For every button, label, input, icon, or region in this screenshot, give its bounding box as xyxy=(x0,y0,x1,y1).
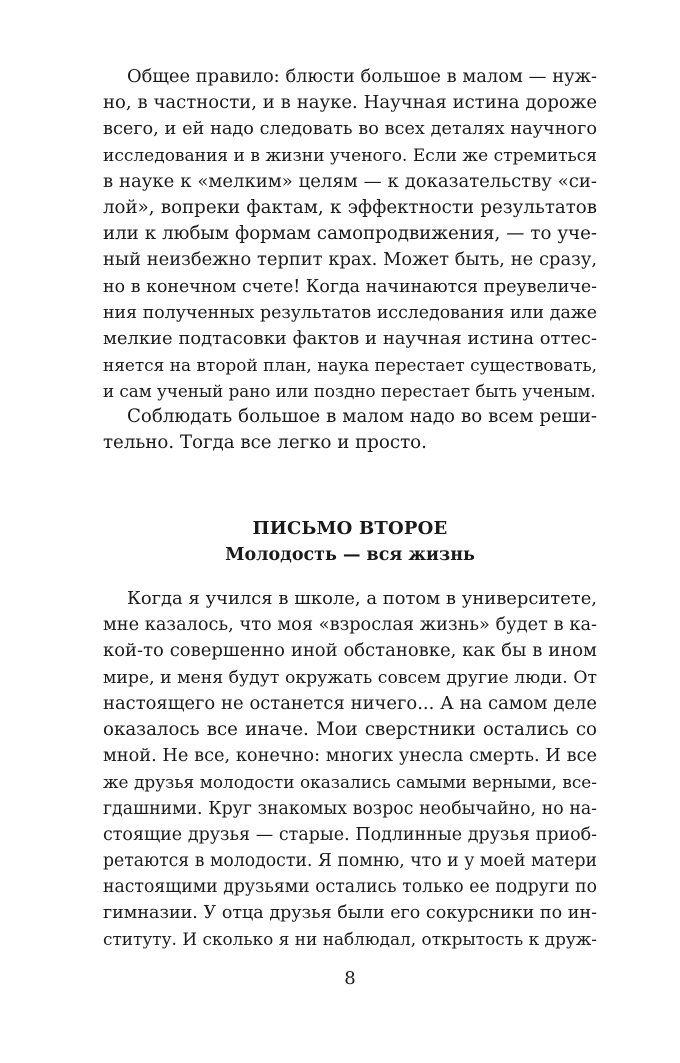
paragraph-line: ния полученных результатов исследования или даже xyxy=(103,302,597,323)
paragraph-line: мелкие подтасовки фактов и научная истина оттес- xyxy=(103,327,597,349)
paragraph-line: мире, и меня будут окружать совсем другие люди. От xyxy=(103,667,597,688)
paragraph-line: гдашними. Круг знакомых возрос необычайно, но на- xyxy=(103,798,597,819)
paragraph-3 xyxy=(103,586,597,953)
paragraph-line: или к любым формам самопродвижения, — то уче- xyxy=(103,223,597,245)
paragraph-line: настоящими друзьями остались только ее подруги по xyxy=(103,877,597,898)
paragraph-2 xyxy=(103,404,597,456)
page-number: 8 xyxy=(344,968,356,989)
paragraph-line: в науке к «мелким» целям — к доказательству «си- xyxy=(103,170,597,192)
paragraph-line: лой», вопреки фактам, к эффектности результатов xyxy=(103,196,597,218)
chapter-title: ПИСЬМО ВТОРОЕ xyxy=(252,518,448,539)
paragraph-line: ституту. И сколько я ни наблюдал, открытость к друж- xyxy=(103,929,597,950)
paragraph-line: мной. Не все, конечно: многих унесла смерть. И все xyxy=(103,746,597,767)
paragraph-line: но в конечном счете! Когда начинаются преувеличе- xyxy=(103,276,597,297)
paragraph-line: и сам ученый рано или поздно перестает быть ученым. xyxy=(103,381,596,402)
paragraph-line: всего, и ей надо следовать во всех деталях научного xyxy=(103,119,597,140)
paragraph-line: стоящие друзья — старые. Подлинные друзья приоб- xyxy=(103,824,597,845)
paragraph-line: ный неизбежно терпит крах. Может быть, не сразу, xyxy=(103,249,597,271)
paragraph-line: тельно. Тогда все легко и просто. xyxy=(103,432,427,454)
paragraph-line: но, в частности, и в науке. Научная истина дороже xyxy=(103,92,597,114)
paragraph-1 xyxy=(103,64,597,404)
paragraph-line: мне казалось, что моя «взрослая жизнь» будет в ка- xyxy=(103,615,597,636)
paragraph-line: настоящего не останется ничего... А на самом деле xyxy=(103,692,597,714)
paragraph-line: же друзья молодости оказались самыми верными, все- xyxy=(103,772,597,793)
paragraph-line: няется на второй план, наука перестает существовать, xyxy=(103,355,597,376)
paragraph-line: Общее правило: блюсти большое в малом — нуж- xyxy=(127,66,597,87)
paragraph-line: гимназии. У отца друзья были его сокурсники по ин- xyxy=(103,903,597,924)
paragraph-line: кой-то совершенно иной обстановке, как бы в ином xyxy=(103,640,597,662)
paragraph-line: оказалось все иначе. Мои сверстники остались со xyxy=(103,718,597,740)
chapter-subtitle: Молодость — вся жизнь xyxy=(225,545,475,565)
paragraph-line: Соблюдать большое в малом надо во всем реши- xyxy=(127,406,597,427)
paragraph-line: Когда я учился в школе, а потом в университете, xyxy=(127,588,597,609)
paragraph-line: исследования и в жизни ученого. Если же стремиться xyxy=(103,145,597,166)
paragraph-line: ретаются в молодости. Я помню, что и у моей матери xyxy=(103,850,597,871)
